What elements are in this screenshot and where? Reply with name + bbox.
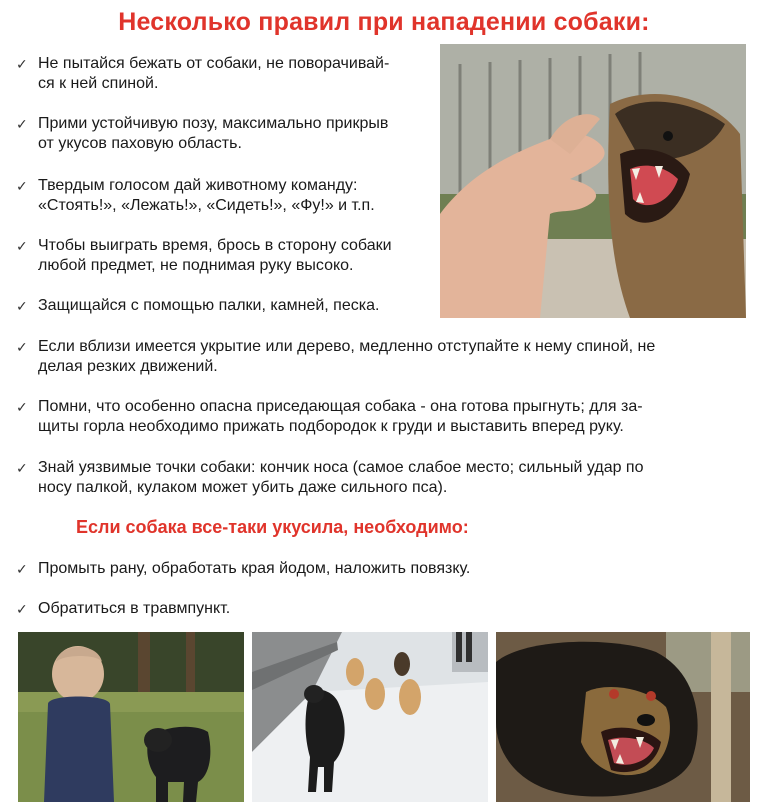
rule-line: носу палкой, кулаком может убить даже сильного пса). — [38, 479, 448, 496]
bite-step-line: Обратиться в травмпункт. — [38, 600, 231, 617]
photo-child-and-dog — [18, 632, 244, 802]
check-icon: ✓ — [16, 601, 28, 617]
check-icon: ✓ — [16, 399, 28, 415]
bite-step — [16, 559, 746, 579]
check-icon: ✓ — [16, 460, 28, 476]
rule-line: Твердым голосом дай животному команду: — [38, 177, 358, 194]
rule-line: любой предмет, не поднимая руку высоко. — [38, 257, 354, 274]
rule-line: Чтобы выиграть время, брось в сторону собаки — [38, 237, 392, 254]
photo-hand-and-barking-dog — [440, 44, 746, 318]
check-icon: ✓ — [16, 238, 28, 254]
rule-line: щиты горла необходимо прижать подбородок к груди и выставить вперед руку. — [38, 418, 624, 435]
rule-line: Защищайся с помощью палки, камней, песка. — [38, 297, 380, 314]
rule-line: от укусов паховую область. — [38, 135, 242, 152]
rule-item — [16, 458, 746, 498]
page-title: Несколько правил при нападении собаки: — [118, 8, 650, 36]
rule-line: Прими устойчивую позу, максимально прикрыв — [38, 115, 389, 132]
rule-item — [16, 114, 436, 154]
check-icon: ✓ — [16, 339, 28, 355]
photo-dog-pack-winter — [252, 632, 488, 802]
check-icon: ✓ — [16, 561, 28, 577]
rule-line: Знай уязвимые точки собаки: кончик носа (самое слабое место; сильный удар по — [38, 459, 644, 476]
bite-step — [16, 599, 746, 619]
check-icon: ✓ — [16, 56, 28, 72]
rule-line: Если вблизи имеется укрытие или дерево, медленно отступайте к нему спиной, не — [38, 338, 656, 355]
check-icon: ✓ — [16, 116, 28, 132]
rule-line: Не пытайся бежать от собаки, не поворачивай- — [38, 55, 390, 72]
rule-line: ся к ней спиной. — [38, 75, 159, 92]
rule-item — [16, 337, 746, 377]
bite-step-line: Промыть рану, обработать края йодом, наложить повязку. — [38, 560, 471, 577]
rule-item — [16, 296, 436, 316]
rule-item — [16, 176, 436, 216]
rule-line: делая резких движений. — [38, 358, 218, 375]
check-icon: ✓ — [16, 178, 28, 194]
rule-item — [16, 54, 436, 94]
rule-line: Помни, что особенно опасна приседающая собака - она готова прыгнуть; для за- — [38, 398, 643, 415]
rule-item — [16, 397, 746, 437]
bite-section-title: Если собака все-таки укусила, необходимо: — [76, 517, 469, 537]
photo-snarling-dog — [496, 632, 750, 802]
rule-item — [16, 236, 436, 276]
rule-line: «Стоять!», «Лежать!», «Сидеть!», «Фу!» и т.п. — [38, 197, 375, 214]
check-icon: ✓ — [16, 298, 28, 314]
